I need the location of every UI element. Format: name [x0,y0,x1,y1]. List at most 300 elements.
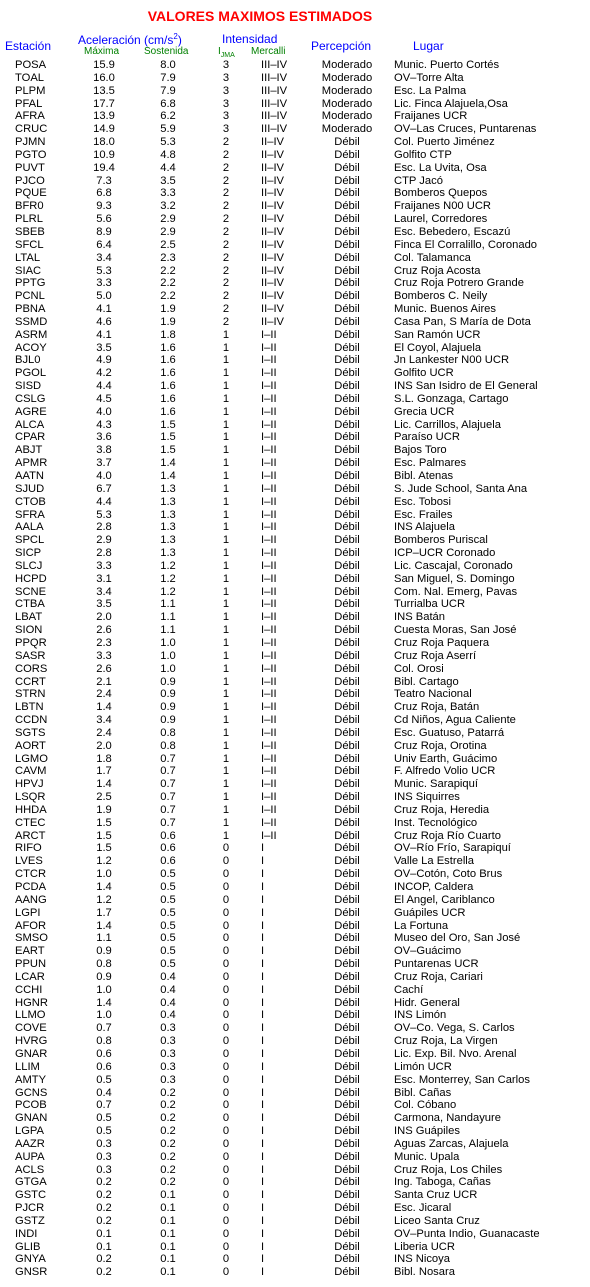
table-row [0,1061,590,1074]
perception: Débil [334,970,360,983]
station-code: STRN [15,688,46,701]
intensity-jma: 0 [222,1189,230,1202]
intensity-jma: 0 [222,1009,230,1022]
perception: Débil [334,662,360,675]
acceleration-sustained: 1.1 [160,624,176,637]
location: Bomberos Puriscal [394,534,488,547]
intensity-jma: 0 [222,855,230,868]
acceleration-sustained: 0.3 [160,1073,176,1086]
station-code: LGPA [15,1125,45,1138]
intensity-jma: 2 [222,213,230,226]
table-row [0,1253,590,1266]
table-row [0,855,590,868]
intensity-jma: 0 [222,1125,230,1138]
table-row [0,329,590,342]
perception: Débil [334,1047,360,1060]
perception: Débil [334,341,360,354]
table-row [0,123,590,136]
table-row [0,676,590,689]
location: OV–Guácimo [394,945,462,958]
station-code: SIAC [15,264,42,277]
station-code: LVES [15,855,43,868]
acceleration-sustained: 1.2 [160,585,176,598]
acceleration-max: 4.4 [96,495,112,508]
intensity-jma: 2 [222,161,230,174]
acceleration-max: 1.4 [96,778,112,791]
acceleration-sustained: 0.2 [160,1150,176,1163]
acceleration-max: 2.9 [96,534,112,547]
intensity-jma: 1 [222,585,230,598]
table-row [0,1176,590,1189]
location: S. Jude School, Santa Ana [394,482,528,495]
perception: Débil [334,354,360,367]
intensity-jma: 1 [222,521,230,534]
station-code: GNSR [15,1266,48,1279]
intensity-jma: 0 [222,1227,230,1240]
table-row [0,367,590,380]
intensity-jma: 1 [222,559,230,572]
intensity-mercalli: I–II [261,418,277,431]
acceleration-max: 3.5 [96,341,112,354]
intensity-mercalli: I–II [261,829,277,842]
table-row [0,830,590,843]
acceleration-max: 0.4 [96,1086,112,1099]
intensity-mercalli: I–II [261,508,277,521]
acceleration-sustained: 1.6 [160,405,176,418]
table-row [0,1228,590,1241]
table-row [0,290,590,303]
location: Cruz Roja, Cariari [394,970,483,983]
intensity-mercalli: I [261,1214,265,1227]
table-row [0,1022,590,1035]
location: Inst. Tecnológico [394,816,478,829]
table-row [0,213,590,226]
table-row [0,907,590,920]
station-code: POSA [15,59,47,71]
acceleration-sustained: 0.9 [160,701,176,714]
perception: Débil [334,611,360,624]
table-row [0,804,590,817]
header-aceleracion [78,32,182,47]
acceleration-max: 0.2 [96,1214,112,1227]
station-code: AAZR [15,1137,45,1150]
acceleration-max: 2.6 [96,624,112,637]
table-row [0,187,590,200]
acceleration-max: 0.2 [96,1189,112,1202]
station-code: SION [15,624,43,637]
location: Bomberos Quepos [394,187,488,200]
acceleration-sustained: 0.3 [160,1060,176,1073]
acceleration-max: 5.0 [96,290,112,303]
table-row [0,701,590,714]
acceleration-max: 1.2 [96,893,112,906]
table-row [0,1202,590,1215]
acceleration-sustained: 1.3 [160,547,176,560]
table-row [0,817,590,830]
location: Lic. Cascajal, Coronado [394,559,513,572]
intensity-jma: 1 [222,752,230,765]
intensity-jma: 0 [222,970,230,983]
acceleration-max: 17.7 [93,97,115,110]
table-row [0,971,590,984]
location: Cachí [394,983,424,996]
perception: Débil [334,1035,360,1048]
acceleration-sustained: 1.1 [160,598,176,611]
location: Esc. Guatuso, Patarrá [394,726,505,739]
intensity-jma: 1 [222,778,230,791]
intensity-jma: 1 [222,444,230,457]
intensity-jma: 0 [222,1266,230,1279]
station-code: LBAT [15,611,43,624]
station-code: SCNE [15,585,47,598]
intensity-mercalli: I [261,855,265,868]
intensity-jma: 2 [222,200,230,213]
intensity-jma: 0 [222,906,230,919]
perception: Débil [334,752,360,765]
location: Cuesta Moras, San José [394,624,517,637]
intensity-mercalli: I [261,1137,265,1150]
acceleration-sustained: 1.6 [160,341,176,354]
location: Cruz Roja Paquera [394,636,490,649]
table-row [0,984,590,997]
location: Esc. Tobosi [394,495,452,508]
acceleration-sustained: 1.6 [160,380,176,393]
location: Fraijanes UCR [394,110,468,123]
header-aceleracion-text: Aceleración (cm/s [78,33,174,47]
acceleration-max: 0.1 [96,1227,112,1240]
table-row [0,354,590,367]
intensity-jma: 1 [222,803,230,816]
table-row [0,1241,590,1254]
station-code: LGMO [15,752,48,765]
intensity-mercalli: I–II [261,392,277,405]
intensity-mercalli: I [261,1189,265,1202]
station-code: LCAR [15,970,45,983]
intensity-mercalli: I–II [261,752,277,765]
intensity-mercalli: I [261,1099,265,1112]
station-code: SGTS [15,726,46,739]
acceleration-sustained: 0.5 [160,868,176,881]
perception: Débil [334,534,360,547]
perception: Débil [334,855,360,868]
acceleration-sustained: 0.7 [160,803,176,816]
station-code: AATN [15,470,45,482]
station-code: SFRA [15,508,45,521]
station-code: HPVJ [15,778,44,791]
acceleration-max: 0.2 [96,1202,112,1215]
acceleration-sustained: 1.8 [160,328,176,341]
perception: Débil [334,868,360,881]
intensity-jma: 1 [222,636,230,649]
table-row [0,663,590,676]
intensity-mercalli: I–II [261,662,277,675]
intensity-jma: 1 [222,791,230,804]
station-code: ABJT [15,444,43,457]
station-code: ACOY [15,341,47,354]
intensity-mercalli: I [261,881,265,893]
header-lugar: Lugar [413,39,444,53]
location: El Angel, Cariblanco [394,893,495,906]
intensity-mercalli: I–II [261,816,277,829]
perception: Débil [334,1163,360,1176]
station-code: CAVM [15,765,47,778]
acceleration-sustained: 1.3 [160,521,176,534]
perception: Débil [334,1086,360,1099]
table-row [0,624,590,637]
table-row [0,1099,590,1112]
intensity-mercalli: II–IV [261,251,285,264]
station-code: PUVT [15,161,45,174]
perception: Débil [334,1176,360,1189]
intensity-mercalli: II–IV [261,187,285,200]
acceleration-sustained: 0.1 [160,1202,176,1215]
location: Bibl. Atenas [394,470,454,482]
intensity-jma: 2 [222,238,230,251]
table-row [0,226,590,239]
header-aceleracion-close: ) [177,33,182,47]
intensity-jma: 2 [222,315,230,328]
acceleration-max: 3.4 [96,585,112,598]
table-row [0,753,590,766]
intensity-jma: 2 [222,225,230,238]
intensity-jma: 2 [222,264,230,277]
acceleration-sustained: 0.2 [160,1125,176,1138]
acceleration-sustained: 2.9 [160,225,176,238]
table-row [0,1112,590,1125]
location: Bibl. Cartago [394,675,459,688]
intensity-mercalli: III–IV [261,97,288,110]
station-code: AANG [15,893,47,906]
table-row [0,393,590,406]
acceleration-sustained: 0.1 [160,1240,176,1253]
intensity-mercalli: I [261,919,265,932]
intensity-jma: 2 [222,174,230,187]
location: Liberia UCR [394,1240,455,1253]
table-row [0,932,590,945]
table-row [0,136,590,149]
station-code: AORT [15,739,46,752]
perception: Débil [334,739,360,752]
acceleration-max: 3.4 [96,714,112,727]
acceleration-max: 1.0 [96,868,112,881]
table-row [0,778,590,791]
acceleration-max: 4.0 [96,470,112,482]
perception: Débil [334,1009,360,1022]
station-code: CTBA [15,598,45,611]
acceleration-sustained: 0.4 [160,970,176,983]
intensity-jma: 0 [222,996,230,1009]
intensity-jma: 2 [222,290,230,303]
acceleration-sustained: 6.8 [160,97,176,110]
location: Golfito CTP [394,148,452,161]
station-code: CPAR [15,431,46,444]
perception: Débil [334,932,360,945]
acceleration-max: 18.0 [93,136,115,149]
perception: Débil [334,996,360,1009]
intensity-mercalli: I–II [261,739,277,752]
intensity-mercalli: II–IV [261,264,285,277]
table-row [0,406,590,419]
acceleration-sustained: 0.5 [160,893,176,906]
acceleration-sustained: 1.4 [160,470,176,482]
perception: Débil [334,508,360,521]
intensity-jma: 1 [222,688,230,701]
acceleration-max: 3.5 [96,598,112,611]
station-code: SPCL [15,534,45,547]
perception: Débil [334,277,360,290]
location: OV–Punta Indio, Guanacaste [394,1227,540,1240]
perception: Débil [334,457,360,470]
acceleration-sustained: 0.5 [160,906,176,919]
intensity-mercalli: I–II [261,675,277,688]
location: OV–Cotón, Coto Brus [394,868,503,881]
intensity-mercalli: I–II [261,431,277,444]
acceleration-max: 3.8 [96,444,112,457]
perception: Débil [334,303,360,316]
acceleration-max: 0.8 [96,958,112,971]
acceleration-sustained: 6.2 [160,110,176,123]
location: Laurel, Corredores [394,213,488,226]
table-row [0,277,590,290]
table-row [0,252,590,265]
acceleration-max: 1.8 [96,752,112,765]
table-row [0,740,590,753]
intensity-mercalli: I–II [261,534,277,547]
intensity-mercalli: I–II [261,714,277,727]
intensity-mercalli: III–IV [261,71,288,84]
table-row [0,98,590,111]
table-row [0,714,590,727]
station-code: SLCJ [15,559,43,572]
acceleration-sustained: 1.6 [160,354,176,367]
perception: Débil [334,495,360,508]
table-row [0,586,590,599]
table-row [0,303,590,316]
acceleration-sustained: 2.2 [160,264,176,277]
perception: Débil [334,726,360,739]
station-code: AFOR [15,919,47,932]
station-code: HVRG [15,1035,48,1048]
intensity-jma: 0 [222,958,230,971]
intensity-mercalli: I–II [261,559,277,572]
intensity-jma: 3 [222,71,230,84]
location: Cruz Roja, Los Chiles [394,1163,503,1176]
intensity-jma: 1 [222,457,230,470]
perception: Débil [334,136,360,149]
intensity-jma: 0 [222,1253,230,1266]
station-code: BFR0 [15,200,44,213]
acceleration-sustained: 0.2 [160,1163,176,1176]
station-code: PBNA [15,303,46,316]
intensity-jma: 0 [222,1099,230,1112]
acceleration-sustained: 0.3 [160,1047,176,1060]
intensity-jma: 2 [222,251,230,264]
acceleration-sustained: 0.2 [160,1176,176,1189]
location: INS Siquirres [394,791,460,804]
location: San Miguel, S. Domingo [394,572,515,585]
location: F. Alfredo Volio UCR [394,765,496,778]
intensity-mercalli: I [261,1253,265,1266]
perception: Débil [334,765,360,778]
location: OV–Torre Alta [394,71,464,84]
acceleration-sustained: 3.3 [160,187,176,200]
station-code: PQUE [15,187,47,200]
perception: Débil [334,701,360,714]
intensity-mercalli: I–II [261,405,277,418]
location: Bibl. Nosara [394,1266,455,1279]
table-row [0,573,590,586]
table-row [0,1164,590,1177]
station-code: AMTY [15,1073,47,1086]
station-code: CCDN [15,714,48,727]
intensity-mercalli: I [261,1150,265,1163]
acceleration-max: 2.1 [96,675,112,688]
location: Munic. Buenos Aires [394,303,496,316]
intensity-jma: 1 [222,662,230,675]
intensity-jma: 0 [222,1047,230,1060]
acceleration-max: 6.4 [96,238,112,251]
acceleration-max: 3.3 [96,277,112,290]
intensity-mercalli: I [261,893,265,906]
acceleration-sustained: 2.2 [160,277,176,290]
acceleration-sustained: 0.5 [160,932,176,945]
acceleration-sustained: 0.1 [160,1266,176,1279]
location: S.L. Gonzaga, Cartago [394,392,509,405]
intensity-jma: 1 [222,328,230,341]
acceleration-sustained: 0.4 [160,996,176,1009]
location: Esc. Monterrey, San Carlos [394,1073,530,1086]
intensity-mercalli: II–IV [261,290,285,303]
location: Liceo Santa Cruz [394,1214,480,1227]
perception: Moderado [321,110,373,123]
intensity-mercalli: I–II [261,482,277,495]
location: Esc. Palmares [394,457,467,470]
intensity-jma: 0 [222,842,230,855]
intensity-mercalli: I [261,1009,265,1022]
perception: Débil [334,958,360,971]
table-row [0,110,590,123]
table-row [0,534,590,547]
intensity-jma: 1 [222,482,230,495]
location: Museo del Oro, San José [394,932,521,945]
intensity-mercalli: I–II [261,778,277,791]
intensity-mercalli: I–II [261,367,277,380]
location: Bomberos C. Neily [394,290,488,303]
station-code: SJUD [15,482,45,495]
acceleration-sustained: 0.7 [160,752,176,765]
intensity-jma: 0 [222,1060,230,1073]
acceleration-max: 4.2 [96,367,112,380]
acceleration-max: 4.6 [96,315,112,328]
acceleration-max: 0.6 [96,1060,112,1073]
intensity-jma: 0 [222,932,230,945]
table-row [0,765,590,778]
intensity-mercalli: I [261,1125,265,1138]
intensity-mercalli: I [261,1112,265,1125]
table-row [0,1035,590,1048]
intensity-jma: 1 [222,341,230,354]
table-row [0,72,590,85]
acceleration-max: 2.0 [96,739,112,752]
intensity-jma: 1 [222,354,230,367]
acceleration-sustained: 3.2 [160,200,176,213]
intensity-mercalli: I–II [261,598,277,611]
intensity-jma: 0 [222,945,230,958]
table-row [0,59,590,72]
perception: Débil [334,649,360,662]
acceleration-sustained: 1.5 [160,418,176,431]
table-row [0,521,590,534]
